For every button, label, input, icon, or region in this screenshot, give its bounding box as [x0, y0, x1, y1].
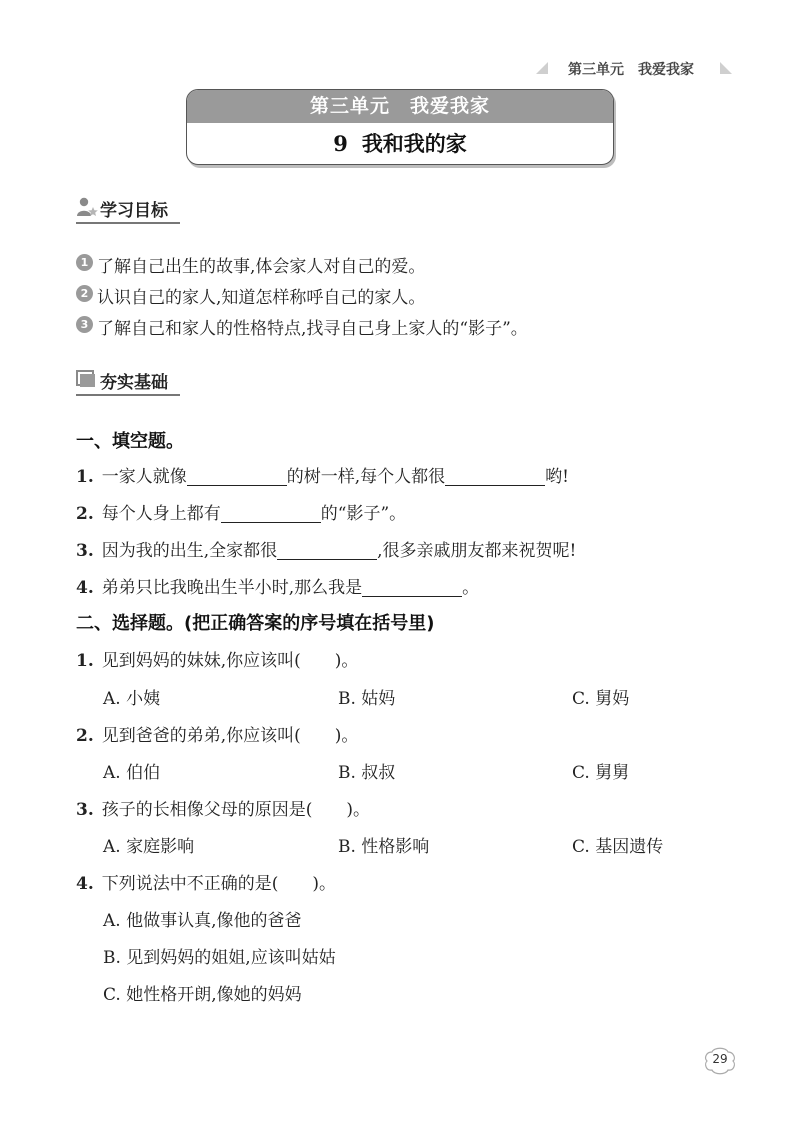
question-stem: 见到妈妈的妹妹,你应该叫( )。 — [101, 651, 359, 671]
option-a[interactable]: A. 伯伯 — [103, 763, 161, 783]
question-number: 3. — [76, 541, 94, 561]
choice-question-1 — [76, 646, 358, 671]
lesson-title — [187, 123, 613, 164]
option-b[interactable]: B. 性格影响 — [338, 837, 430, 857]
question-text: 因为我的出生,全家都很 — [101, 541, 278, 561]
person-star-icon — [76, 197, 98, 217]
fill-in-section-title: 一、填空题。 — [76, 431, 184, 452]
page-number-text: 29 — [712, 1052, 728, 1066]
question-text: 。 — [462, 578, 480, 598]
question-text: ,很多亲戚朋友都来祝贺呢! — [377, 541, 577, 561]
question-stem: 见到爸爸的弟弟,你应该叫( )。 — [101, 726, 359, 746]
learning-goals-heading — [76, 196, 186, 226]
fill-question-2 — [76, 499, 406, 524]
running-header-text: 第三单元 我爱我家 — [568, 62, 694, 78]
option-c[interactable]: C. 舅舅 — [572, 763, 630, 783]
answer-blank[interactable] — [445, 467, 545, 486]
question-text: 的树一样,每个人都很 — [286, 467, 446, 487]
answer-blank[interactable] — [221, 504, 321, 523]
option-b[interactable]: B. 叔叔 — [338, 763, 396, 783]
goal-text: 认识自己的家人,知道怎样称呼自己的家人。 — [97, 288, 426, 308]
answer-blank[interactable] — [277, 541, 377, 560]
heading-underline — [76, 394, 180, 396]
question-text: 的“影子”。 — [320, 504, 407, 524]
option-a[interactable]: A. 小姨 — [103, 689, 161, 709]
basics-label: 夯实基础 — [100, 373, 168, 393]
header-right-triangle-icon — [720, 62, 732, 74]
page-number — [703, 1046, 737, 1076]
option-c[interactable]: C. 舅妈 — [572, 689, 630, 709]
goal-text: 了解自己出生的故事,体会家人对自己的爱。 — [97, 257, 426, 277]
unit-title: 第三单元 我爱我家 — [187, 90, 613, 123]
option-a[interactable]: A. 他做事认真,像他的爸爸 — [103, 911, 302, 931]
option-b[interactable]: B. 姑妈 — [338, 689, 396, 709]
question-number: 4. — [76, 578, 94, 598]
choice-section-title: 二、选择题。(把正确答案的序号填在括号里) — [76, 613, 435, 634]
question-stem: 下列说法中不正确的是( )。 — [101, 874, 337, 894]
answer-blank[interactable] — [362, 578, 462, 597]
goal-number-badge: 1 — [76, 254, 93, 271]
question-number: 1. — [76, 651, 94, 671]
fill-question-1 — [76, 462, 569, 487]
option-a[interactable]: A. 家庭影响 — [103, 837, 195, 857]
goal-text: 了解自己和家人的性格特点,找寻自己身上家人的“影子”。 — [97, 319, 528, 339]
fill-question-3 — [76, 536, 576, 561]
running-header — [536, 58, 732, 80]
lesson-title-box — [186, 89, 614, 165]
header-left-triangle-icon — [536, 62, 548, 74]
question-text: 弟弟只比我晚出生半小时,那么我是 — [101, 578, 363, 598]
question-stem: 孩子的长相像父母的原因是( )。 — [101, 800, 371, 820]
book-icon — [76, 370, 96, 388]
choice-question-3 — [76, 795, 370, 820]
basics-heading — [76, 368, 186, 398]
choice-question-2 — [76, 721, 358, 746]
question-text: 一家人就像 — [101, 467, 187, 487]
lesson-number: 9 — [333, 131, 348, 156]
answer-blank[interactable] — [187, 467, 287, 486]
question-number: 1. — [76, 467, 94, 487]
lesson-name: 我和我的家 — [361, 131, 467, 156]
choice-question-4 — [76, 869, 336, 894]
option-c[interactable]: C. 她性格开朗,像她的妈妈 — [103, 985, 302, 1005]
question-text: 每个人身上都有 — [101, 504, 221, 524]
option-c[interactable]: C. 基因遗传 — [572, 837, 664, 857]
heading-underline — [76, 222, 180, 224]
question-text: 哟! — [545, 467, 569, 487]
question-number: 2. — [76, 504, 94, 524]
question-number: 3. — [76, 800, 94, 820]
fill-question-4 — [76, 573, 479, 598]
goal-number-badge: 2 — [76, 285, 93, 302]
goal-number-badge: 3 — [76, 316, 93, 333]
question-number: 2. — [76, 726, 94, 746]
question-number: 4. — [76, 874, 94, 894]
learning-goals-label: 学习目标 — [100, 201, 168, 221]
option-b[interactable]: B. 见到妈妈的姐姐,应该叫姑姑 — [103, 948, 336, 968]
